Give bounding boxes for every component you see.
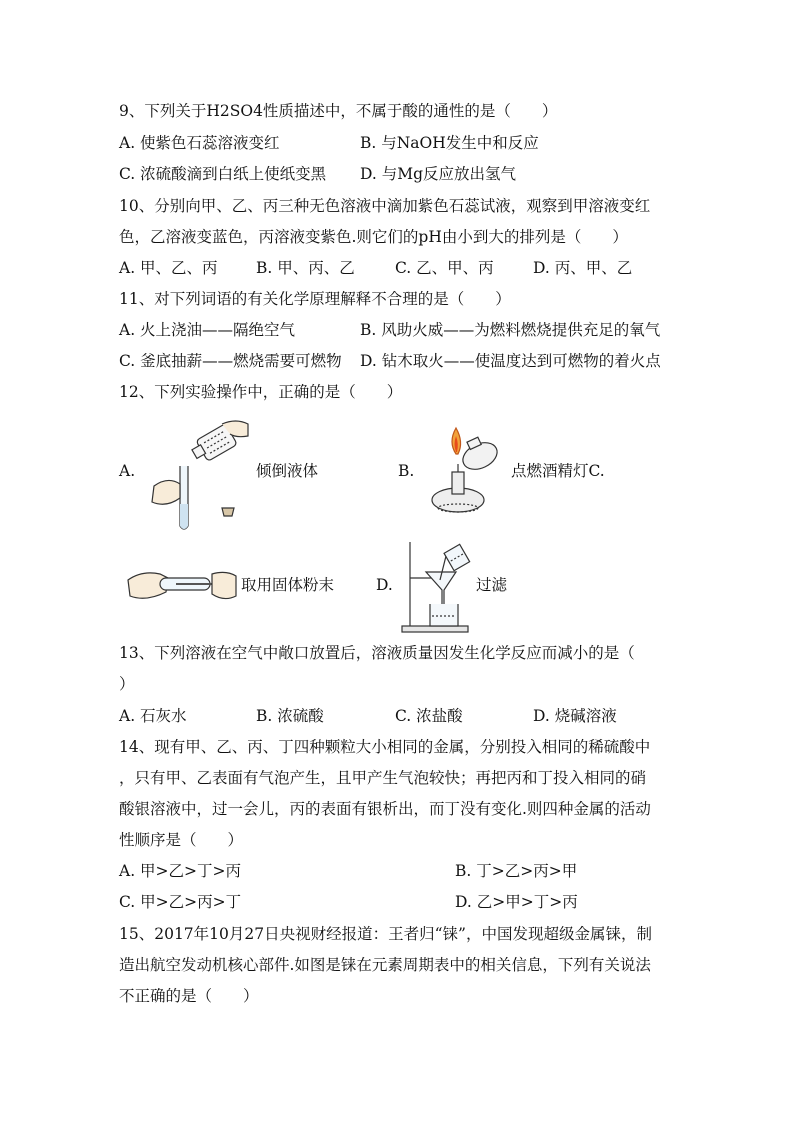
- q15-stem-line2: 造出航空发动机核心部件.如图是铼在元素周期表中的相关信息，下列有关说法: [119, 956, 651, 974]
- lighting-alcohol-lamp-figure: [428, 424, 508, 518]
- q11-option-d: D. 钻木取火——使温度达到可燃物的着火点: [360, 352, 661, 370]
- pouring-liquid-figure: [144, 414, 252, 532]
- taking-solid-powder-figure: [126, 562, 238, 610]
- q14-stem-line4: 性顺序是（ ）: [119, 831, 244, 849]
- q15-stem-line1: 15、2017年10月27日央视财经报道：王者归“铼”，中国发现超级金属铼，制: [119, 925, 652, 943]
- q10-option-c: C. 乙、甲、丙: [395, 259, 494, 277]
- filtration-figure: [400, 540, 472, 634]
- q13-stem-line2: ）: [119, 675, 135, 693]
- q9-option-d: D. 与Mg反应放出氢气: [360, 165, 517, 183]
- q12-option-a-letter: A.: [119, 462, 136, 480]
- q10-stem-line1: 10、分别向甲、乙、丙三种无色溶液中滴加紫色石蕊试液，观察到甲溶液变红: [119, 197, 651, 215]
- q9-option-c: C. 浓硫酸滴到白纸上使纸变黑: [119, 165, 327, 183]
- q11-option-c: C. 釜底抽薪——燃烧需要可燃物: [119, 352, 342, 370]
- q10-stem-line2: 色，乙溶液变蓝色，丙溶液变紫色.则它们的pH由小到大的排列是（ ）: [119, 228, 628, 246]
- q12-option-d-text: 过滤: [476, 576, 508, 594]
- q11-stem: 11、对下列词语的有关化学原理解释不合理的是（ ）: [119, 290, 511, 308]
- q11-option-a: A. 火上浇油——隔绝空气: [119, 321, 296, 339]
- q14-option-a: A. 甲>乙>丁>丙: [119, 862, 242, 880]
- q12-option-b-letter: B.: [398, 462, 415, 480]
- q12-option-b-text: 点燃酒精灯C.: [511, 462, 605, 480]
- q14-option-b: B. 丁>乙>丙>甲: [455, 862, 578, 880]
- q13-stem-line1: 13、下列溶液在空气中敞口放置后，溶液质量因发生化学反应而减小的是（: [119, 644, 635, 662]
- q10-option-a: A. 甲、乙、丙: [119, 259, 218, 277]
- q14-stem-line1: 14、现有甲、乙、丙、丁四种颗粒大小相同的金属，分别投入相同的稀硫酸中: [119, 738, 651, 756]
- q12-option-a-text: 倾倒液体: [256, 462, 319, 480]
- q12-option-d-letter: D.: [376, 576, 393, 594]
- q13-option-d: D. 烧碱溶液: [533, 707, 617, 725]
- q14-stem-line2: ，只有甲、乙表面有气泡产生，且甲产生气泡较快；再把丙和丁投入相同的硝: [119, 769, 647, 787]
- q13-option-b: B. 浓硫酸: [256, 707, 324, 725]
- q13-option-a: A. 石灰水: [119, 707, 187, 725]
- q12-stem: 12、下列实验操作中，正确的是（ ）: [119, 383, 403, 401]
- q13-option-c: C. 浓盐酸: [395, 707, 463, 725]
- q9-option-a: A. 使紫色石蕊溶液变红: [119, 134, 280, 152]
- q11-option-b: B. 风助火威——为燃料燃烧提供充足的氧气: [360, 321, 661, 339]
- q14-option-c: C. 甲>乙>丙>丁: [119, 893, 242, 911]
- q14-stem-line3: 酸银溶液中，过一会儿，丙的表面有银析出，而丁没有变化.则四种金属的活动: [119, 800, 651, 818]
- q12-option-c-text: 取用固体粉末: [241, 576, 335, 594]
- q10-option-b: B. 甲、丙、乙: [256, 259, 355, 277]
- q9-option-b: B. 与NaOH发生中和反应: [360, 134, 539, 152]
- q15-stem-line3: 不正确的是（ ）: [119, 987, 259, 1005]
- q9-stem: 9、下列关于H2SO4性质描述中，不属于酸的通性的是（ ）: [119, 102, 558, 120]
- q14-option-d: D. 乙>甲>丁>丙: [455, 893, 578, 911]
- q10-option-d: D. 丙、甲、乙: [533, 259, 633, 277]
